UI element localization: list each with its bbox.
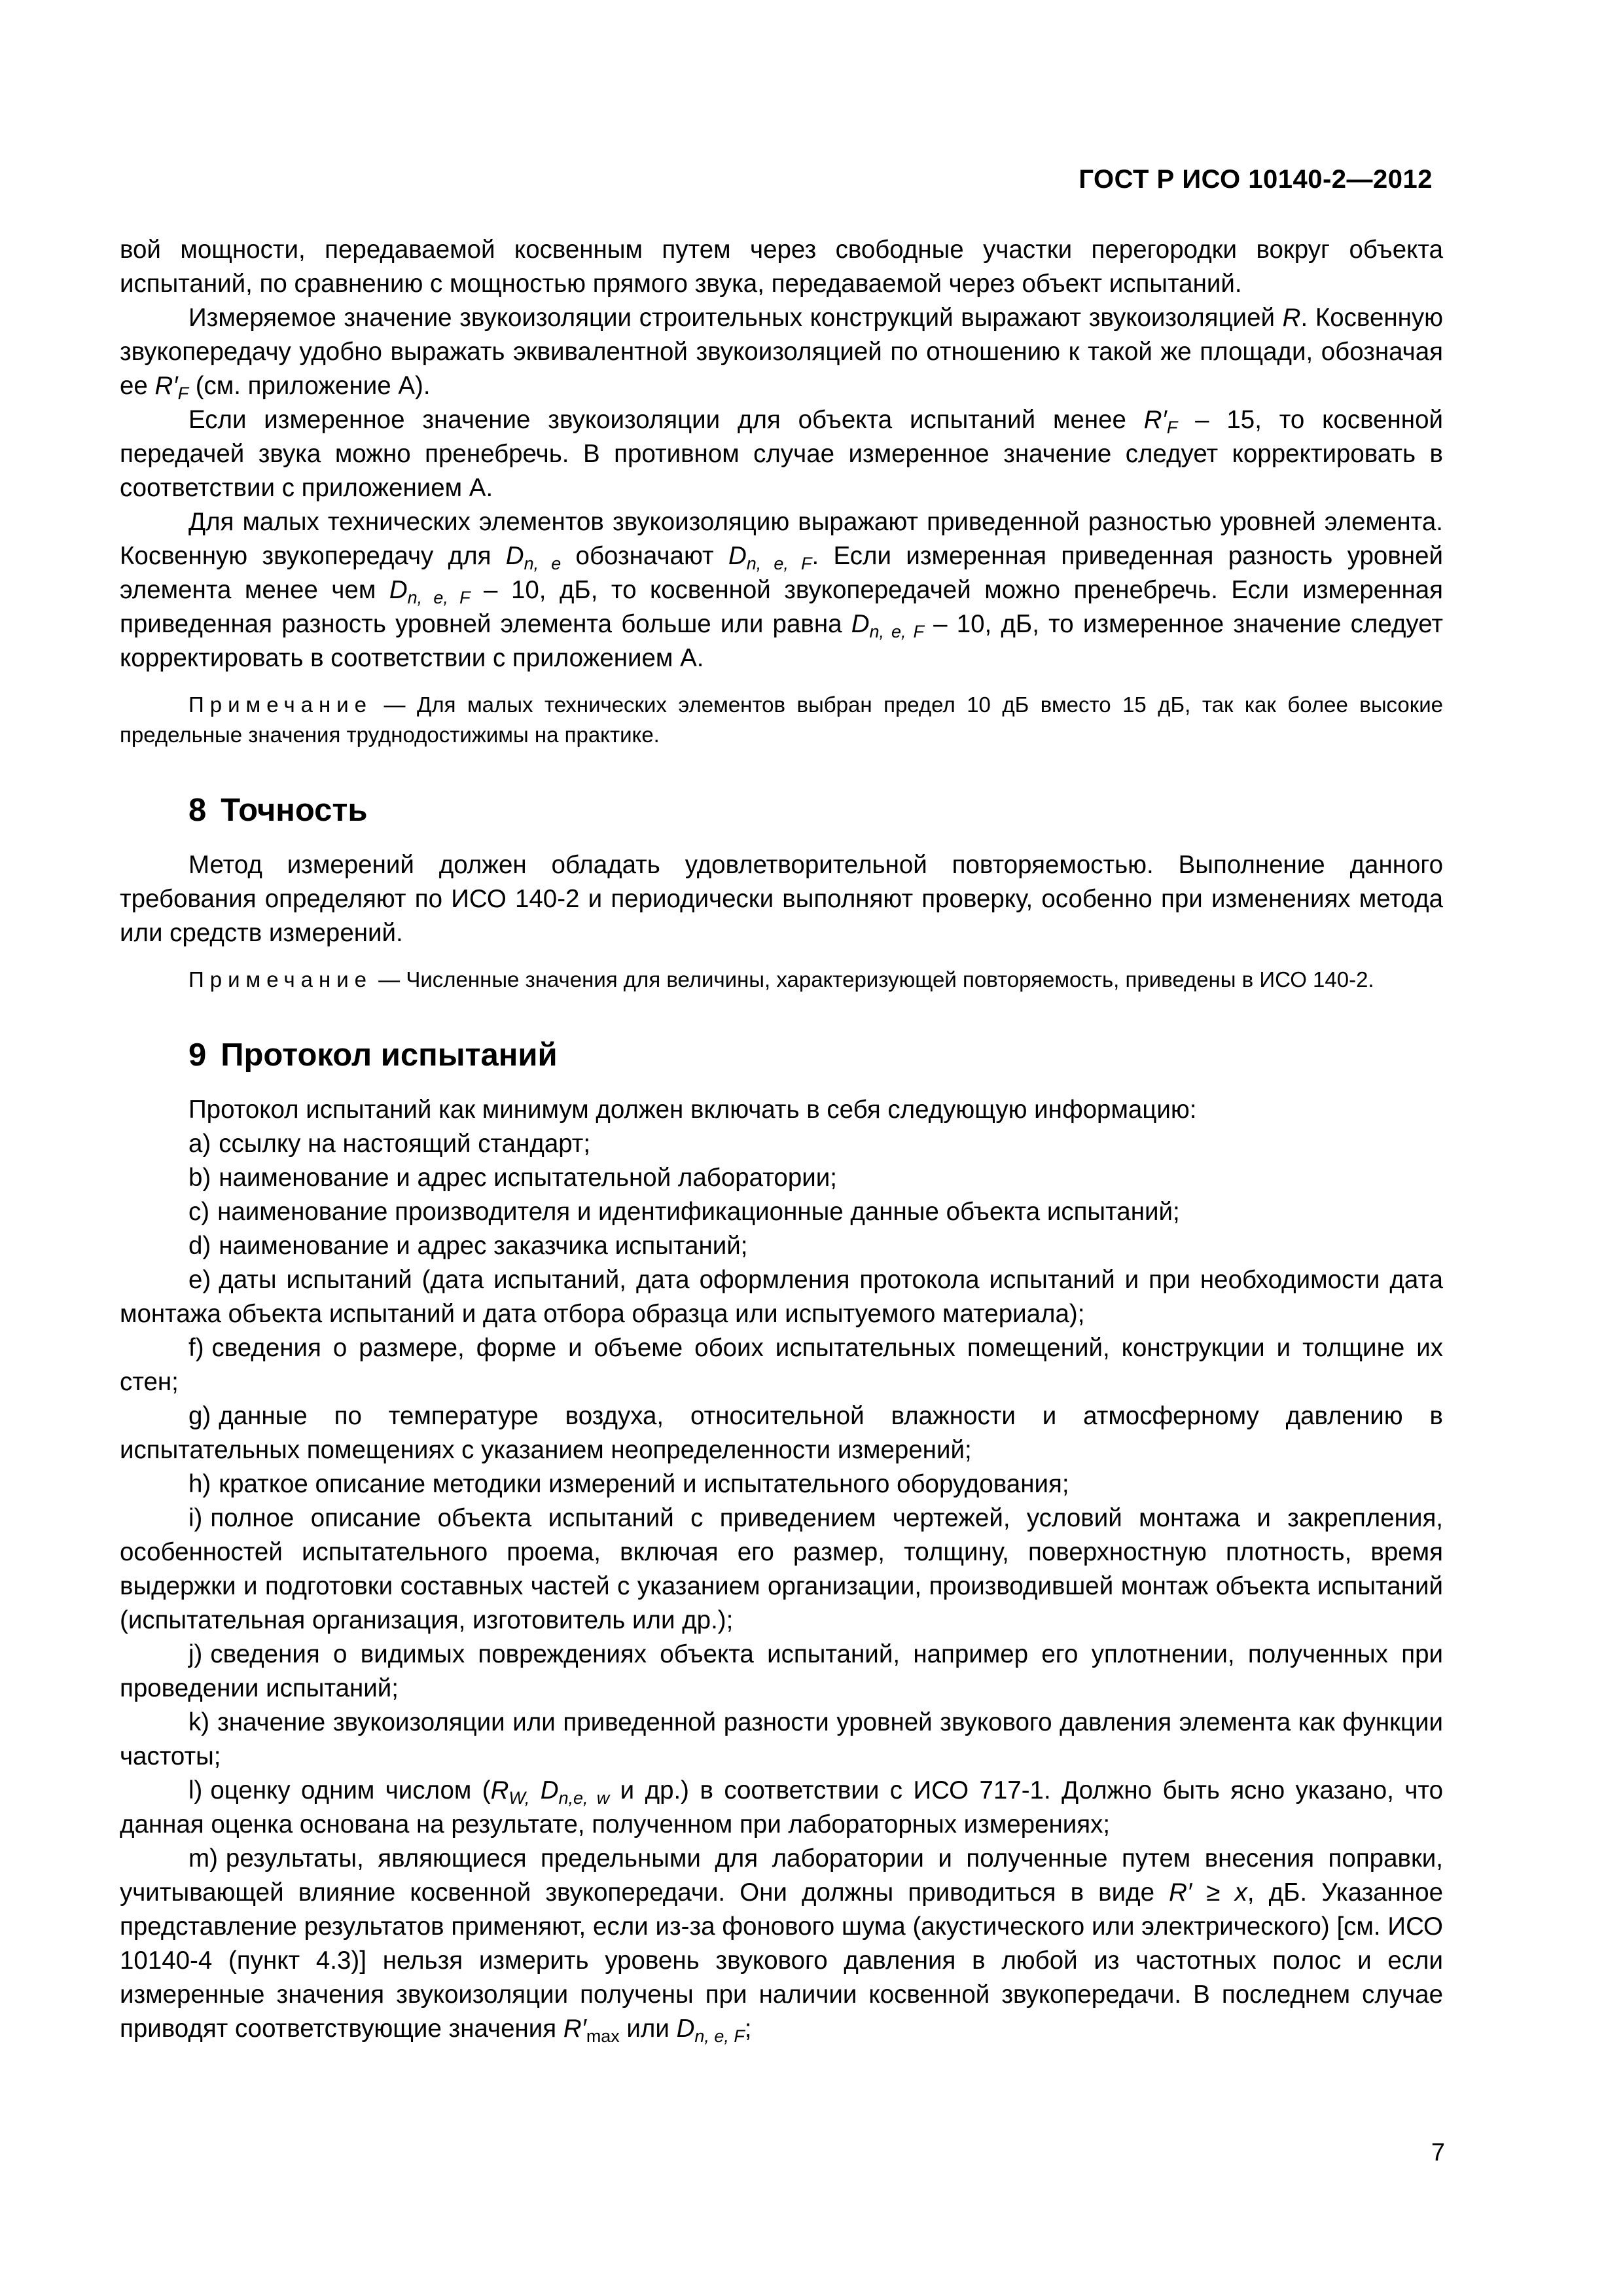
list-item-text: наименование и адрес испытательной лаборатории;: [219, 1164, 837, 1192]
list-marker: g): [188, 1402, 211, 1430]
symbol-D: D: [389, 576, 408, 604]
list-marker: m): [188, 1844, 218, 1873]
symbol-D: D: [529, 1776, 559, 1804]
list-marker: d): [188, 1232, 211, 1260]
list-marker: k): [188, 1708, 210, 1736]
paragraph-text: – 10, дБ, то косвенной звукопередачей можно пренебречь. Если измеренная приведенная разность уровней элемента больше или равна: [120, 576, 1443, 638]
list-item: [120, 1161, 1443, 1195]
list-item: [120, 1638, 1443, 1706]
list-item-text: или: [619, 2015, 677, 2043]
formula-expression: R′ ≥ x: [1169, 1878, 1247, 1907]
list-item: [120, 1331, 1443, 1399]
paragraph-text: Протокол испытаний как минимум должен включать в себя следующую информацию:: [188, 1096, 1197, 1124]
list-item-text: данные по температуре воздуха, относительной влажности и атмосферному давлению в испытательных помещениях с указанием неопределенности измерений;: [120, 1402, 1443, 1464]
paragraph-text: . Косвенную звукопередачу удобно выражать эквивалентной звукоизоляцией по отношению к такой же площади, обозначая ее: [120, 304, 1443, 400]
section-number: 8: [188, 793, 207, 828]
report-list: [120, 1127, 1443, 2046]
symbol-RF: R′: [154, 372, 178, 400]
list-marker: c): [188, 1198, 210, 1226]
symbol-subscript: n, e, F: [869, 622, 924, 642]
list-item: [120, 1399, 1443, 1467]
paragraph-text: – 10, дБ, то измеренное значение следует корректировать в соответствии с приложением А.: [120, 610, 1444, 672]
symbol-subscript: n, e, F: [407, 588, 471, 608]
paragraph-text: Для малых технических элементов звукоизоляцию выражают приведенной разностью уровней элемента. Косвенную звукопередачу для: [120, 508, 1443, 570]
symbol-subscript: n,e, w: [558, 1788, 610, 1808]
document-header: ГОСТ Р ИСО 10140-2—2012: [1079, 165, 1433, 194]
symbol-subscript: F: [177, 384, 189, 404]
list-marker: f): [188, 1334, 204, 1362]
symbol-R: R: [490, 1776, 509, 1804]
list-item-text: наименование и адрес заказчика испытаний;: [219, 1232, 748, 1260]
paragraph-continuation: [120, 233, 1443, 301]
symbol-subscript: W,: [508, 1788, 530, 1808]
section-heading-9: [188, 1035, 1443, 1075]
list-marker: i): [188, 1504, 203, 1532]
list-item-text: , дБ. Указанное представление результатов применяют, если из-за фонового шума (акустического или электрического) [см. ИСО 10140-4 (пункт 4.3)] нельзя измерить уровень звукового давления в любой из частотных полос и если измеренные значения звукоизоляции получены при наличии косвенной звукопередачи. В последнем случае приводят соответствующие значения: [120, 1878, 1444, 2043]
list-item: [120, 1467, 1443, 1501]
list-item-text: сведения о размере, форме и объеме обоих испытательных помещений, конструкции и толщине их стен;: [120, 1334, 1443, 1396]
paragraph-text: Метод измерений должен обладать удовлетворительной повторяемостью. Выполнение данного требования определяют по ИСО 140-2 и периодически выполняют проверку, особенно при изменениях метода или средств измерений.: [120, 851, 1443, 947]
symbol-subscript: F: [1166, 418, 1178, 438]
symbol-subscript: n, e, F: [746, 554, 812, 574]
note-accuracy: [120, 965, 1443, 995]
paragraph-text: Измеряемое значение звукоизоляции строительных конструкций выражают звукоизоляцией: [188, 304, 1283, 332]
list-marker: l): [188, 1776, 203, 1804]
symbol-subscript: n, e, F: [694, 2026, 745, 2047]
list-item-text: результаты, являющиеся предельными для лаборатории и полученные путем внесения поправки, учитывающей влияние косвенной звукопередачи. Они должны приводиться в виде: [120, 1844, 1443, 1907]
symbol-D: D: [676, 2015, 695, 2043]
document-body: [120, 233, 1443, 2046]
note-label: Примечание: [188, 692, 373, 717]
list-item: [120, 1195, 1443, 1229]
list-item-text: даты испытаний (дата испытаний, дата оформления протокола испытаний и при необходимости дата монтажа объекта испытаний и дата отбора образца или испытуемого материала);: [120, 1266, 1443, 1328]
note-text: — Численные значения для величины, характеризующей повторяемость, приведены в ИСО 140-2.: [372, 967, 1374, 992]
paragraph-text: – 15, то косвенной передачей звука можно пренебречь. В противном случае измеренное значение следует корректировать в соответствии с приложением А.: [120, 406, 1443, 502]
paragraph-small-elements: [120, 505, 1443, 675]
symbol-D: D: [505, 542, 524, 570]
list-marker: h): [188, 1470, 211, 1498]
section-heading-8: [188, 791, 1443, 830]
note-text: — Для малых технических элементов выбран предел 10 дБ вместо 15 дБ, так как более высокие предельные значения труднодостижимы на практике.: [120, 692, 1443, 747]
symbol-RF: R′: [1143, 406, 1167, 434]
section-number: 9: [188, 1037, 207, 1073]
list-item: [120, 1229, 1443, 1263]
note-small-elements: [120, 690, 1443, 750]
list-item-text: краткое описание методики измерений и испытательного оборудования;: [219, 1470, 1069, 1498]
list-item-text: и др.) в соответствии с ИСО 717-1. Должно быть ясно указано, что данная оценка основана на результате, полученном при лабораторных измерениях;: [120, 1776, 1444, 1839]
paragraph-accuracy: [120, 848, 1443, 950]
paragraph-report-intro: [120, 1093, 1443, 1127]
list-item: [120, 1501, 1443, 1638]
list-item: [120, 1127, 1443, 1161]
list-item-text: полное описание объекта испытаний с приведением чертежей, условий монтажа и закрепления, особенностей испытательного проема, включая его размер, толщину, поверхностную плотность, время выдержки и подготовки составных частей с указанием организации, производившей монтаж объекта испытаний (испытательная организация, изготовитель или др.);: [120, 1504, 1443, 1634]
list-marker: a): [188, 1130, 211, 1158]
symbol-subscript: n, e: [524, 554, 562, 574]
paragraph-text: (см. приложение А).: [188, 372, 431, 400]
paragraph-text: вой мощности, передаваемой косвенным путем через свободные участки перегородки вокруг объекта испытаний, по сравнению с мощностью прямого звука, передаваемой через объект испытаний.: [120, 236, 1443, 298]
list-item-m: [120, 1842, 1443, 2046]
list-item-text: наименование производителя и идентификационные данные объекта испытаний;: [217, 1198, 1180, 1226]
section-title: Точность: [221, 793, 368, 828]
section-title: Протокол испытаний: [221, 1037, 558, 1073]
list-item: [120, 1263, 1443, 1331]
list-item-l: [120, 1774, 1443, 1842]
page-number: 7: [1431, 2139, 1445, 2166]
paragraph-text: Если измеренное значение звукоизоляции для объекта испытаний менее: [188, 406, 1144, 434]
list-item-text: оценку одним числом (: [210, 1776, 491, 1804]
symbol-D: D: [728, 542, 747, 570]
list-marker: b): [188, 1164, 211, 1192]
symbol-R: R: [1282, 304, 1301, 332]
list-item-text: значение звукоизоляции или приведенной разности уровней звукового давления элемента как функции частоты;: [120, 1708, 1443, 1770]
list-item-text: ссылку на настоящий стандарт;: [219, 1130, 591, 1158]
paragraph-text: . Если измеренная приведенная разность уровней элемента менее чем: [120, 542, 1443, 604]
paragraph-flanking: [120, 403, 1443, 505]
list-marker: e): [188, 1266, 211, 1294]
symbol-subscript: max: [586, 2026, 620, 2047]
symbol-D: D: [851, 610, 870, 638]
list-item-text: сведения о видимых повреждениях объекта испытаний, например его уплотнении, полученных при проведении испытаний;: [120, 1640, 1443, 1702]
note-label: Примечание: [188, 967, 373, 992]
list-item: [120, 1706, 1443, 1774]
symbol-R: R′: [563, 2015, 586, 2043]
paragraph-sound-insulation: [120, 301, 1443, 403]
paragraph-text: обозначают: [561, 542, 728, 570]
list-item-text: ;: [744, 2015, 752, 2043]
list-marker: j): [188, 1640, 203, 1668]
